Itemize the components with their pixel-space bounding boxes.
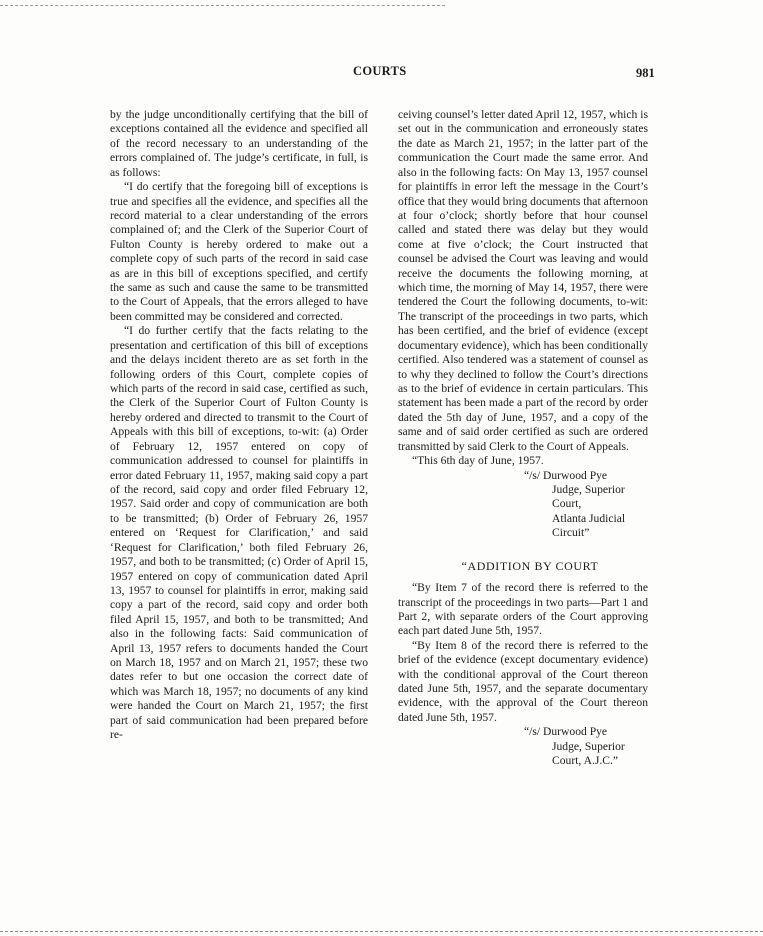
signature-1-title: Judge, Superior [552, 482, 625, 496]
bottom-scan-rule [0, 931, 763, 932]
left-column [110, 108, 368, 743]
right-paragraph-1: ceiving counsel’s letter dated April 12, 1957, which is set out in the communication and erroneously states the date as March 21, 1957; in the latter part of the communication the Court made the same error. And also in the following facts: On May 13, 1957 counsel for plaintiffs in error left the message in the Court’s office that they would bring documents that afternoon at four o’clock; shortly before that hour counsel called and stated there was delay but they would come at five o’clock; the Court instructed that counsel be advised the Court was leaving and would receive the documents the following morning, at which time, the morning of May 14, 1957, there were tendered the Court the following documents, to-wit: The transcript of the proceedings in two parts, which has been certified, and the brief of evidence (except documentary evidence), which has been conditionally certified. Also tendered was a statement of counsel as to why they declined to follow the Court’s directions as to the brief of evidence in certain particulars. This statement has been made a part of the record by order dated the 5th day of June, 1957, and a copy of the same and of said order certified as such are ordered transmitted by said Clerk to the Court of Appeals. [398, 108, 648, 453]
signature-1-circuit-end: Circuit” [552, 526, 590, 540]
left-paragraph-3: “I do further certify that the facts relating to the presentation and certification of this bill of exceptions and the delays incident thereto are as set forth in the following orders of this Court, complete copies of which parts of the record in said case, certified as such, the Clerk of the Superior Court of Fulton County is hereby ordered and directed to transmit to the Court of Appeals with this bill of exceptions, to-wit: (a) Order of February 12, 1957 entered on copy of communication addressed to counsel for plaintiffs in error dated February 11, 1957, making said copy a part of the record, said copy and order filed February 12, 1957. Said order and copy of communication are both to be transmitted; (b) Order of February 26, 1957 entered on ‘Request for Clarification,’ and said ‘Request for Clarification,’ both filed February 26, 1957, and both to be transmitted; (c) Order of April 15, 1957 entered on copy of communication dated April 13, 1957 to counsel for plaintiffs in error, making said copy a part of the record, said copy and order both filed April 15, 1957, and both to be transmitted; And also in the following facts: Said communication of April 13, 1957 refers to documents handed the Court on March 18, 1957 and on March 21, 1957; these two dates refer to but one occasion the correct date of which was March 18, 1957; no documents of any kind were handed the Court on March 21, 1957; the first part of said communication had been prepared before re- [110, 324, 368, 742]
running-header-title: COURTS [353, 64, 407, 78]
signature-1-name: “/s/ Durwood Pye [524, 468, 608, 482]
signature-2-name: “/s/ Durwood Pye [524, 725, 608, 739]
right-paragraph-3: “By Item 8 of the record there is referred to the brief of the evidence (except documentary evidence) with the conditional approval of the Court thereon dated June 5th, 1957, and the separate documentary evidence, with the approval of the Court thereon dated June 5th, 1957. [398, 638, 648, 724]
signature-block-1 [398, 469, 648, 541]
page-number: 981 [636, 66, 655, 80]
signature-2-court: Court, A.J.C.” [552, 754, 619, 768]
signature-block-2 [398, 725, 648, 768]
signature-2-title: Judge, Superior [552, 739, 625, 753]
signature-1-court: Court, [552, 497, 582, 511]
left-paragraph-2: “I do certify that the foregoing bill of exceptions is true and specifies all the evidence, and specifies all the record material to a clear understanding of the errors complained of; and the Clerk of the Superior Court of Fulton County is hereby ordered to make out a complete copy of such parts of the record in said case as are in this bill of exceptions specified, and certify the same as such and cause the same to be transmitted to the Court of Appeals, that the errors alleged to have been committed may be considered and corrected. [110, 180, 368, 323]
signature-1-circuit: Atlanta Judicial [552, 511, 626, 525]
right-column [398, 108, 648, 769]
top-scan-rule [0, 5, 445, 6]
left-paragraph-1: by the judge unconditionally certifying that the bill of exceptions contained all the evidence and specified all of the record necessary to an understanding of the errors complained of. The judge’s certificate, in full, is as follows: [110, 108, 368, 179]
right-paragraph-2: “By Item 7 of the record there is referred to the transcript of the proceedings in two parts—Part 1 and Part 2, with separate orders of the Court approving each part dated June 5th, 1957. [398, 581, 648, 638]
certificate-date: “This 6th day of June, 1957. [412, 454, 544, 468]
section-heading: “ADDITION BY COURT [461, 558, 599, 573]
